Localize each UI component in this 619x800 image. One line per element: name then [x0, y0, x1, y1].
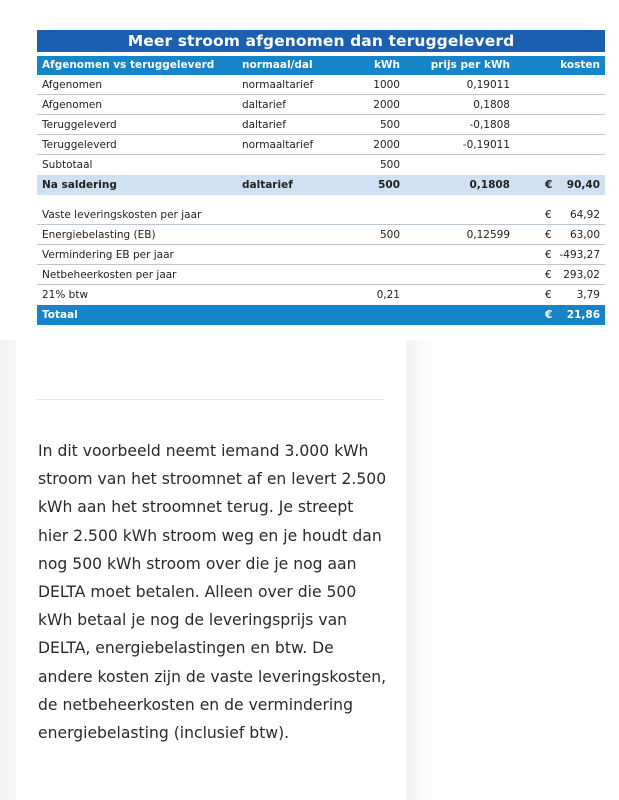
- euro-symbol: €: [545, 249, 552, 261]
- table-row: [37, 75, 605, 95]
- row-label: Vaste leveringskosten per jaar: [42, 209, 202, 221]
- section-divider: [36, 399, 384, 400]
- table-title: Meer stroom afgenomen dan teruggeleverd: [37, 30, 605, 52]
- column-header-price: prijs per kWh: [430, 59, 510, 71]
- table-row: [37, 225, 605, 245]
- row-cost: 3,79: [576, 289, 600, 301]
- column-header-kwh: kWh: [373, 59, 400, 71]
- column-header-tariff: normaal/dal: [242, 59, 313, 71]
- euro-symbol: €: [545, 229, 552, 241]
- euro-symbol: €: [545, 309, 553, 321]
- row-kwh: 500: [379, 119, 400, 131]
- row-label: Subtotaal: [42, 159, 93, 171]
- euro-symbol: €: [545, 209, 552, 221]
- column-header-cost: kosten: [560, 59, 600, 71]
- table-row: [37, 95, 605, 115]
- row-tariff: daltarief: [242, 99, 286, 111]
- row-tariff: normaaltarief: [242, 139, 314, 151]
- cost-table-image: [0, 0, 619, 340]
- row-kwh: 2000: [373, 99, 400, 111]
- row-price: 0,1808: [469, 179, 510, 191]
- row-tariff: normaaltarief: [242, 79, 314, 91]
- row-label: Vermindering EB per jaar: [42, 249, 174, 261]
- vat-row: [37, 285, 605, 305]
- euro-symbol: €: [545, 179, 553, 191]
- row-cost: 293,02: [563, 269, 600, 281]
- row-kwh: 0,21: [376, 289, 400, 301]
- euro-symbol: €: [545, 289, 552, 301]
- row-cost: -493,27: [559, 249, 600, 261]
- row-tariff: daltarief: [242, 119, 286, 131]
- row-cost: 90,40: [566, 179, 600, 191]
- row-label: Afgenomen: [42, 99, 103, 111]
- table-row: [37, 135, 605, 155]
- row-cost: 21,86: [566, 309, 600, 321]
- row-price: 0,1808: [473, 99, 510, 111]
- cost-table: [37, 30, 605, 325]
- row-label: Afgenomen: [42, 79, 103, 91]
- row-label: Totaal: [42, 309, 78, 321]
- row-label: Na saldering: [42, 179, 117, 191]
- euro-symbol: €: [545, 269, 552, 281]
- table-row: [37, 245, 605, 265]
- row-cost: 63,00: [569, 229, 600, 241]
- row-kwh: 500: [378, 179, 400, 191]
- article-paragraph: In dit voorbeeld neemt iemand 3.000 kWh stroom van het stroomnet af en levert 2.500 kWh aan het stroomnet terug. Je streept hier 2.500 kWh stroom weg en je houdt dan nog 500 kWh stroom over die je nog aan DELTA moet betalen. Alleen over die 500 kWh betaal je nog de leveringsprijs van DELTA, energiebelastingen en btw. De andere kosten zijn de vaste leveringskosten, de netbeheerkosten en de vermindering energiebelasting (inclusief btw).: [38, 442, 387, 743]
- subtotal-row: [37, 155, 605, 175]
- row-label: Teruggeleverd: [42, 139, 117, 151]
- column-header-type: Afgenomen vs teruggeleverd: [42, 59, 215, 71]
- table-header-row: [37, 56, 605, 75]
- row-tariff: daltarief: [242, 179, 293, 191]
- table-row: [37, 265, 605, 285]
- after-netting-row: [37, 175, 605, 195]
- row-kwh: 1000: [373, 79, 400, 91]
- row-cost: 64,92: [569, 209, 600, 221]
- row-price: 0,12599: [466, 229, 510, 241]
- row-kwh: 500: [379, 159, 400, 171]
- row-price: -0,19011: [462, 139, 510, 151]
- row-kwh: 500: [379, 229, 400, 241]
- table-row: [37, 205, 605, 225]
- row-label: Netbeheerkosten per jaar: [42, 269, 177, 281]
- row-price: -0,1808: [469, 119, 510, 131]
- total-row: [37, 305, 605, 325]
- row-label: Energiebelasting (EB): [42, 229, 156, 241]
- row-label: Teruggeleverd: [42, 119, 117, 131]
- row-kwh: 2000: [373, 139, 400, 151]
- row-label: 21% btw: [42, 289, 89, 301]
- row-price: 0,19011: [466, 79, 510, 91]
- table-row: [37, 115, 605, 135]
